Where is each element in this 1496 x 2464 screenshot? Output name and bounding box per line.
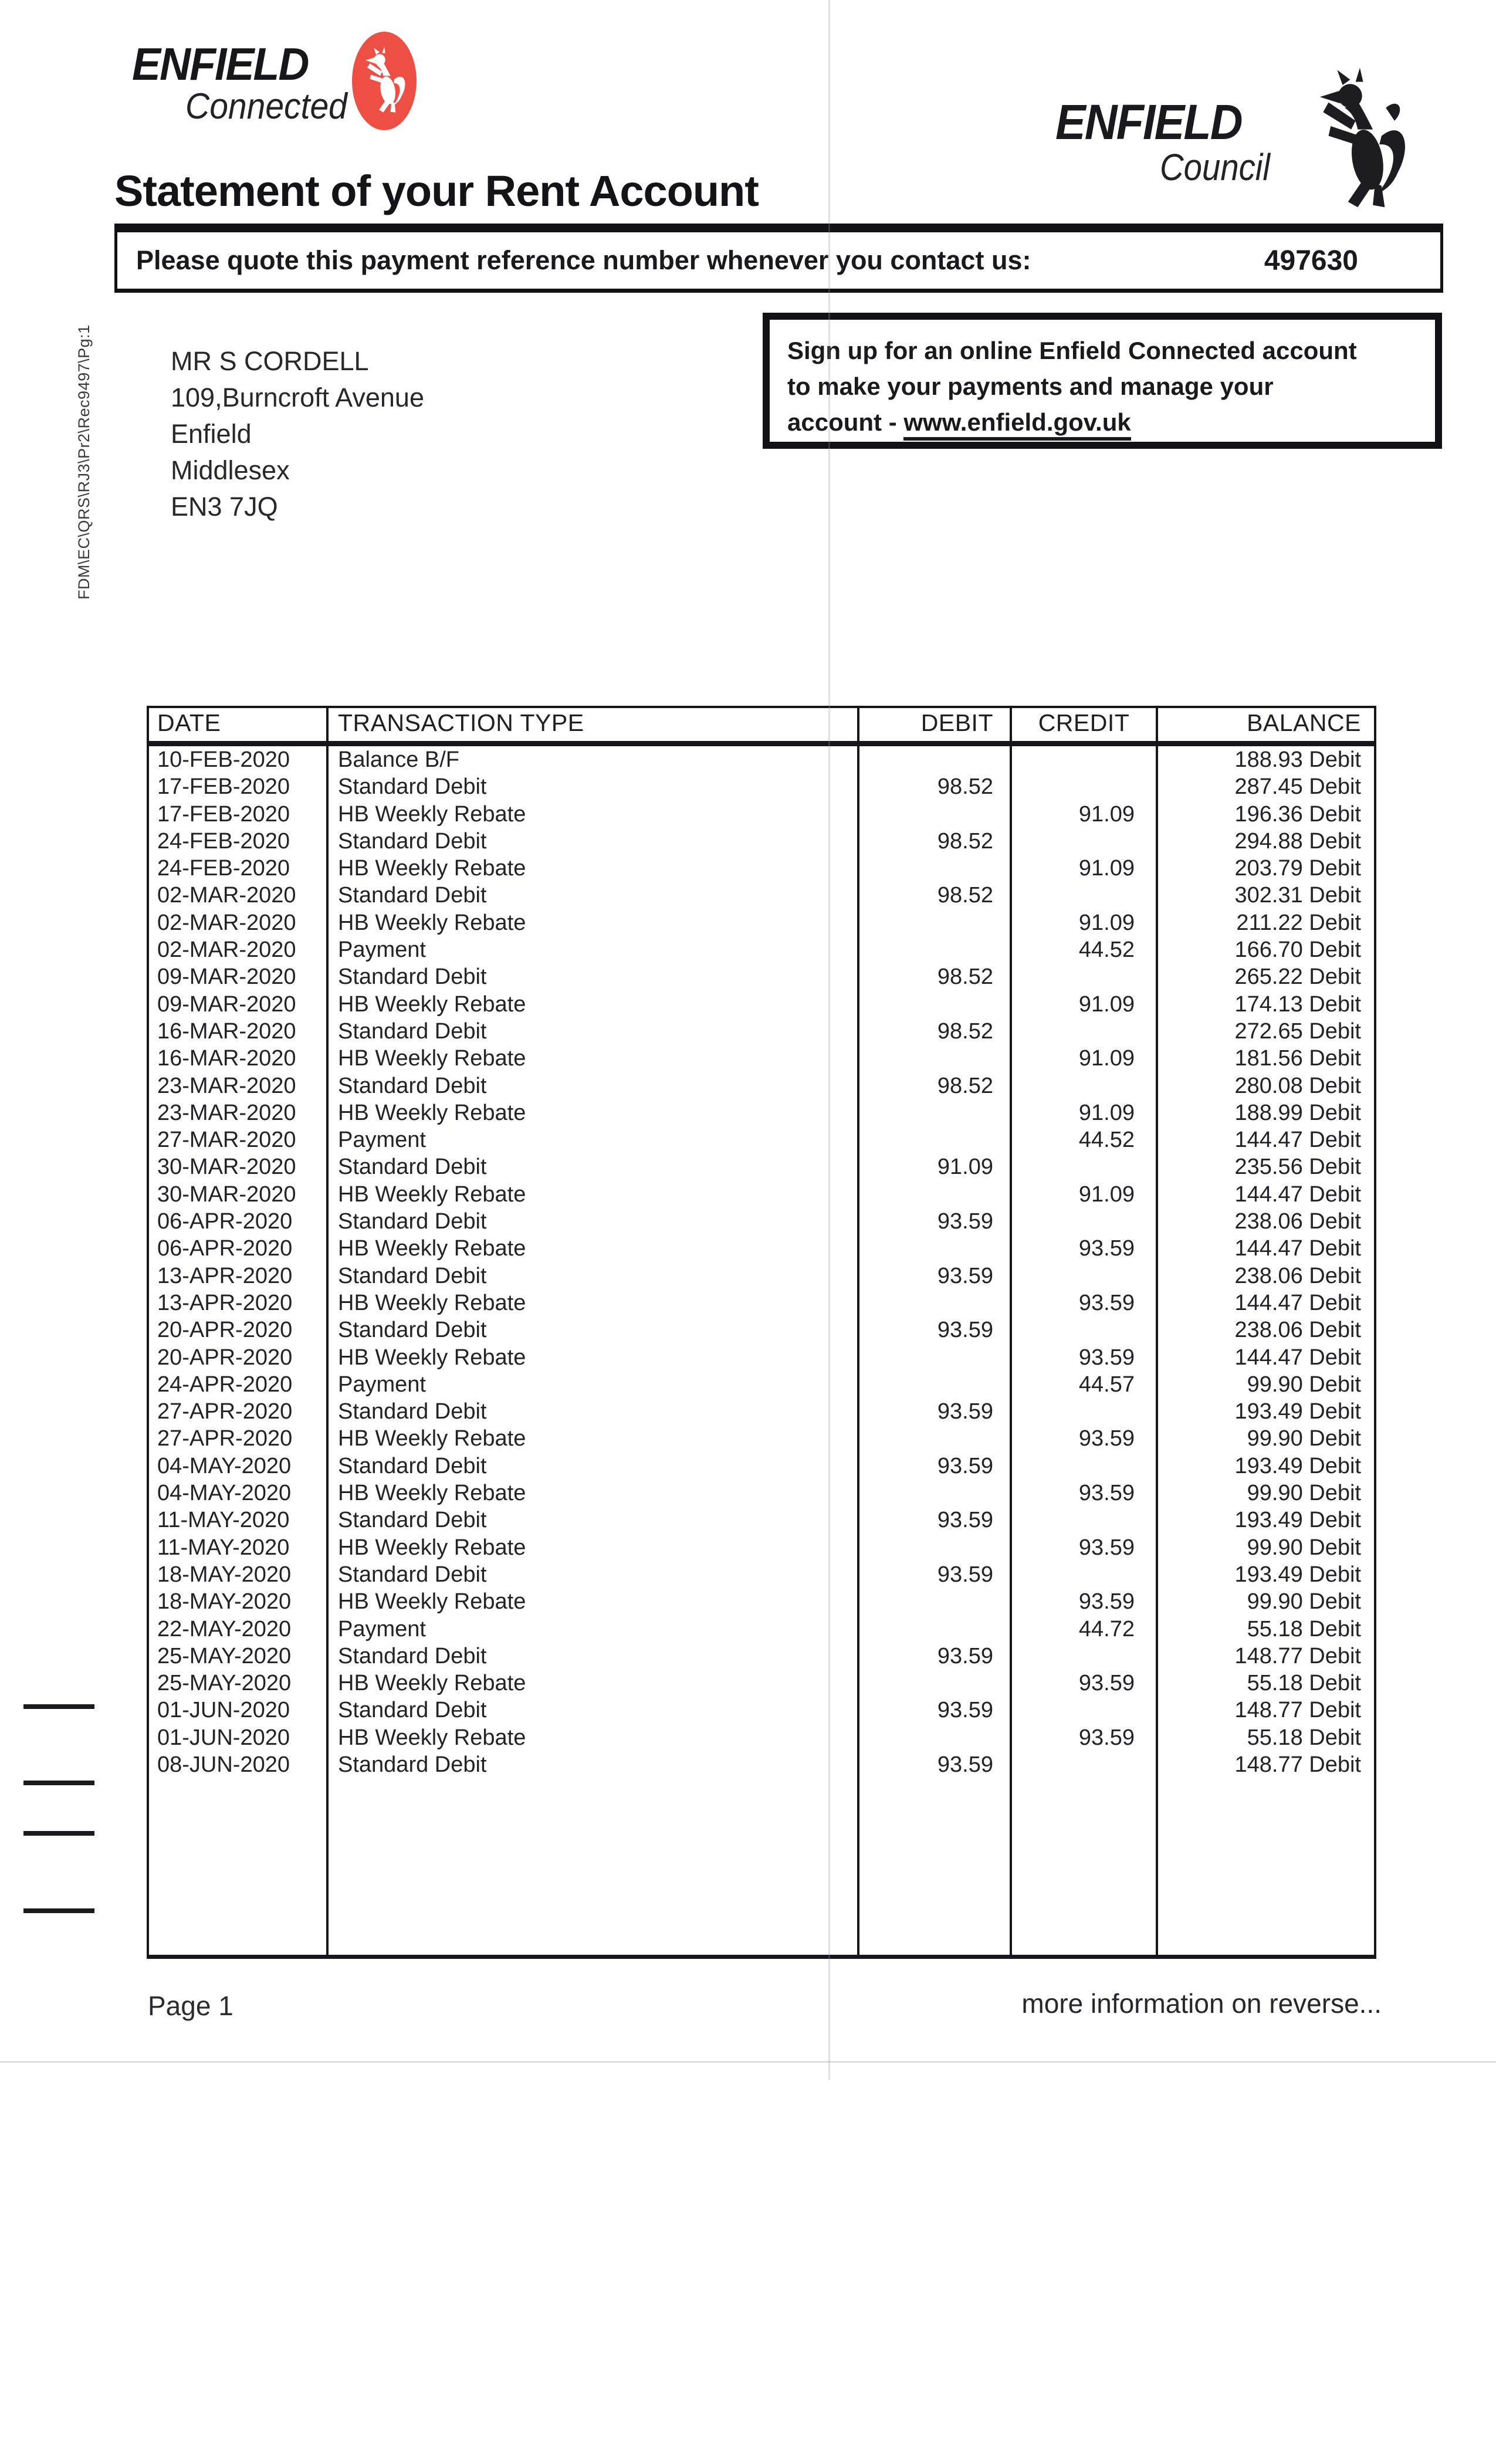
cell-transaction-type: HB Weekly Rebate: [326, 1235, 857, 1262]
cell-credit: 44.52: [1010, 936, 1156, 963]
cell-date: 27-APR-2020: [157, 1399, 293, 1424]
cell-date: 04-MAY-2020: [157, 1453, 292, 1478]
cell-debit: [857, 1371, 1010, 1398]
cell-date: 24-FEB-2020: [157, 856, 290, 881]
cell-credit: [1010, 1643, 1156, 1670]
table-row: [149, 1181, 1374, 1208]
cell-date: 20-APR-2020: [157, 1345, 293, 1370]
cell-balance: 203.79 Debit: [1156, 855, 1379, 882]
cell-date: 02-MAR-2020: [157, 883, 296, 908]
cell-balance: 238.06 Debit: [1156, 1263, 1379, 1289]
cell-credit: 93.59: [1010, 1724, 1156, 1751]
cell-transaction-type: Standard Debit: [326, 1018, 857, 1045]
cell-transaction-type: HB Weekly Rebate: [326, 1099, 857, 1126]
cell-balance: 144.47 Debit: [1156, 1289, 1379, 1316]
signup-text-prefix: account -: [787, 408, 904, 436]
cell-date: 17-FEB-2020: [157, 774, 290, 800]
cell-debit: [857, 936, 1010, 963]
cell-transaction-type: HB Weekly Rebate: [326, 1480, 857, 1507]
table-row: [149, 1751, 1374, 1778]
cell-balance: 99.90 Debit: [1156, 1534, 1379, 1561]
cell-transaction-type: Standard Debit: [326, 1643, 857, 1670]
cell-date: 11-MAY-2020: [157, 1535, 290, 1560]
table-row: [149, 1534, 1374, 1561]
cell-debit: 98.52: [857, 828, 1010, 855]
cell-date: 18-MAY-2020: [157, 1562, 292, 1587]
cell-credit: 93.59: [1010, 1344, 1156, 1371]
table-row: [149, 1425, 1374, 1452]
table-row: [149, 1561, 1374, 1588]
cell-debit: [857, 1344, 1010, 1371]
cell-transaction-type: Balance B/F: [326, 746, 857, 773]
cell-credit: [1010, 882, 1156, 909]
payment-reference-box: [114, 224, 1443, 293]
table-row: [149, 1263, 1374, 1289]
cell-debit: 98.52: [857, 963, 1010, 990]
table-row: [149, 855, 1374, 882]
cell-credit: 91.09: [1010, 909, 1156, 936]
cell-balance: 99.90 Debit: [1156, 1480, 1379, 1507]
cell-debit: [857, 1724, 1010, 1751]
cell-transaction-type: Standard Debit: [326, 1072, 857, 1099]
cell-transaction-type: Payment: [326, 1126, 857, 1153]
cell-debit: [857, 1480, 1010, 1507]
cell-balance: 144.47 Debit: [1156, 1235, 1379, 1262]
cell-date: 13-APR-2020: [157, 1263, 293, 1288]
cell-balance: 280.08 Debit: [1156, 1072, 1379, 1099]
signup-text-line3: [787, 404, 1417, 440]
reverse-note: more information on reverse...: [1021, 1988, 1382, 2019]
cell-date: 25-MAY-2020: [157, 1671, 292, 1696]
table-row: [149, 1616, 1374, 1643]
cell-transaction-type: Standard Debit: [326, 963, 857, 990]
cell-credit: [1010, 1018, 1156, 1045]
cell-balance: 144.47 Debit: [1156, 1344, 1379, 1371]
cell-balance: 193.49 Debit: [1156, 1398, 1379, 1425]
cell-balance: 148.77 Debit: [1156, 1751, 1379, 1778]
cell-date: 24-APR-2020: [157, 1372, 293, 1397]
cell-debit: 93.59: [857, 1507, 1010, 1534]
table-row: [149, 1480, 1374, 1507]
cell-transaction-type: Standard Debit: [326, 1561, 857, 1588]
cell-credit: [1010, 828, 1156, 855]
cell-date: 09-MAR-2020: [157, 991, 296, 1017]
cell-date: 08-JUN-2020: [157, 1752, 290, 1777]
cell-balance: 188.93 Debit: [1156, 746, 1379, 773]
cell-credit: 44.72: [1010, 1616, 1156, 1643]
cell-debit: [857, 1099, 1010, 1126]
cell-debit: [857, 746, 1010, 773]
table-row: [149, 1453, 1374, 1480]
cell-debit: 93.59: [857, 1398, 1010, 1425]
cell-transaction-type: HB Weekly Rebate: [326, 1588, 857, 1615]
mail-sort-bar: [23, 1704, 94, 1709]
cell-debit: [857, 1425, 1010, 1452]
cell-balance: 196.36 Debit: [1156, 801, 1379, 828]
cell-debit: 93.59: [857, 1316, 1010, 1343]
table-row: [149, 1670, 1374, 1697]
cell-balance: 99.90 Debit: [1156, 1588, 1379, 1615]
cell-credit: 93.59: [1010, 1289, 1156, 1316]
cell-transaction-type: Standard Debit: [326, 773, 857, 800]
cell-debit: 93.59: [857, 1697, 1010, 1724]
cell-debit: [857, 1616, 1010, 1643]
cell-transaction-type: Standard Debit: [326, 1208, 857, 1235]
cell-credit: 93.59: [1010, 1534, 1156, 1561]
table-row: [149, 1643, 1374, 1670]
cell-credit: [1010, 1153, 1156, 1180]
cell-transaction-type: HB Weekly Rebate: [326, 1425, 857, 1452]
cell-credit: [1010, 1751, 1156, 1778]
cell-credit: [1010, 1263, 1156, 1289]
cell-date: 06-APR-2020: [157, 1236, 293, 1261]
table-rows: [149, 746, 1374, 1778]
cell-debit: [857, 1534, 1010, 1561]
cell-balance: 238.06 Debit: [1156, 1316, 1379, 1343]
page-number: Page 1: [148, 1991, 233, 2021]
table-row: [149, 1316, 1374, 1343]
cell-transaction-type: HB Weekly Rebate: [326, 1534, 857, 1561]
page-title: Statement of your Rent Account: [114, 167, 759, 215]
cell-debit: [857, 1289, 1010, 1316]
cell-transaction-type: HB Weekly Rebate: [326, 1289, 857, 1316]
cell-transaction-type: HB Weekly Rebate: [326, 1670, 857, 1697]
cell-transaction-type: HB Weekly Rebate: [326, 801, 857, 828]
cell-transaction-type: HB Weekly Rebate: [326, 1181, 857, 1208]
cell-credit: 44.57: [1010, 1371, 1156, 1398]
cell-balance: 193.49 Debit: [1156, 1453, 1379, 1480]
cell-date: 16-MAR-2020: [157, 1018, 296, 1044]
connected-logo-wordmark: ENFIELD: [132, 38, 309, 90]
cell-date: 23-MAR-2020: [157, 1073, 296, 1098]
cell-date: 27-APR-2020: [157, 1426, 293, 1451]
cell-credit: 93.59: [1010, 1588, 1156, 1615]
table-row: [149, 773, 1374, 800]
cell-date: 30-MAR-2020: [157, 1155, 296, 1180]
cell-transaction-type: HB Weekly Rebate: [326, 909, 857, 936]
cell-date: 23-MAR-2020: [157, 1100, 296, 1125]
signup-text-line1: Sign up for an online Enfield Connected account: [787, 337, 1357, 364]
cell-date: 24-FEB-2020: [157, 828, 290, 854]
table-row: [149, 1371, 1374, 1398]
cell-credit: 93.59: [1010, 1670, 1156, 1697]
table-row: [149, 963, 1374, 990]
cell-debit: [857, 1181, 1010, 1208]
council-logo-wordmark: ENFIELD: [1055, 94, 1242, 150]
cell-date: 01-JUN-2020: [157, 1698, 290, 1723]
cell-credit: 91.09: [1010, 801, 1156, 828]
rent-account-table: [147, 706, 1376, 1959]
cell-credit: 44.52: [1010, 1126, 1156, 1153]
cell-date: 02-MAR-2020: [157, 910, 296, 935]
cell-debit: 93.59: [857, 1751, 1010, 1778]
table-row: [149, 1344, 1374, 1371]
table-row: [149, 909, 1374, 936]
column-header-balance: BALANCE: [1156, 708, 1379, 741]
cell-date: 09-MAR-2020: [157, 964, 296, 990]
enfield-beast-black-icon: [1298, 65, 1421, 219]
cell-debit: 98.52: [857, 882, 1010, 909]
recipient-street: 109,Burncroft Avenue: [171, 383, 424, 412]
cell-date: 16-MAR-2020: [157, 1046, 296, 1071]
cell-transaction-type: Standard Debit: [326, 1153, 857, 1180]
cell-transaction-type: Standard Debit: [326, 1316, 857, 1343]
table-row: [149, 1208, 1374, 1235]
cell-credit: 93.59: [1010, 1235, 1156, 1262]
cell-date: 04-MAY-2020: [157, 1481, 292, 1506]
cell-balance: 166.70 Debit: [1156, 936, 1379, 963]
connected-logo-subtitle: Connected: [185, 86, 347, 127]
cell-debit: [857, 1126, 1010, 1153]
cell-debit: 93.59: [857, 1208, 1010, 1235]
cell-debit: 93.59: [857, 1643, 1010, 1670]
payment-reference-number: 497630: [1264, 245, 1358, 276]
cell-date: 20-APR-2020: [157, 1318, 293, 1343]
cell-credit: [1010, 1316, 1156, 1343]
cell-date: 30-MAR-2020: [157, 1182, 296, 1207]
cell-credit: [1010, 1398, 1156, 1425]
table-empty-filler: [149, 1778, 1374, 1955]
table-header-row: [149, 708, 1374, 746]
cell-transaction-type: HB Weekly Rebate: [326, 1344, 857, 1371]
table-row: [149, 1235, 1374, 1262]
table-row: [149, 1507, 1374, 1534]
cell-balance: 238.06 Debit: [1156, 1208, 1379, 1235]
cell-transaction-type: Standard Debit: [326, 1507, 857, 1534]
cell-credit: 93.59: [1010, 1425, 1156, 1452]
cell-credit: [1010, 1561, 1156, 1588]
table-row: [149, 828, 1374, 855]
cell-balance: 193.49 Debit: [1156, 1561, 1379, 1588]
cell-balance: 99.90 Debit: [1156, 1425, 1379, 1452]
cell-debit: 93.59: [857, 1263, 1010, 1289]
cell-transaction-type: Standard Debit: [326, 1263, 857, 1289]
cell-balance: 181.56 Debit: [1156, 1045, 1379, 1072]
cell-transaction-type: Standard Debit: [326, 1697, 857, 1724]
table-row: [149, 882, 1374, 909]
table-row: [149, 936, 1374, 963]
cell-date: 18-MAY-2020: [157, 1589, 292, 1615]
cell-credit: [1010, 1453, 1156, 1480]
cell-date: 01-JUN-2020: [157, 1725, 290, 1750]
cell-debit: [857, 1235, 1010, 1262]
cell-date: 06-APR-2020: [157, 1209, 293, 1234]
table-row: [149, 1126, 1374, 1153]
cell-date: 25-MAY-2020: [157, 1643, 292, 1668]
cell-date: 10-FEB-2020: [157, 747, 290, 772]
cell-balance: 55.18 Debit: [1156, 1670, 1379, 1697]
cell-debit: [857, 1045, 1010, 1072]
cell-credit: [1010, 1507, 1156, 1534]
cell-transaction-type: HB Weekly Rebate: [326, 1724, 857, 1751]
cell-date: 13-APR-2020: [157, 1290, 293, 1315]
table-row: [149, 1045, 1374, 1072]
column-header-date: DATE: [157, 709, 221, 736]
cell-credit: [1010, 746, 1156, 773]
scan-streak-vertical: [828, 0, 830, 2080]
cell-transaction-type: Payment: [326, 936, 857, 963]
cell-date: 11-MAY-2020: [157, 1508, 290, 1533]
cell-balance: 211.22 Debit: [1156, 909, 1379, 936]
signup-url-link: www.enfield.gov.uk: [903, 408, 1131, 441]
margin-processing-code: FDM\EC\QRS\RJ3\Pr2\Rec9497\Pg:1: [75, 324, 93, 600]
cell-date: 22-MAY-2020: [157, 1616, 292, 1641]
cell-balance: 55.18 Debit: [1156, 1616, 1379, 1643]
recipient-county: Middlesex: [171, 455, 290, 485]
cell-balance: 99.90 Debit: [1156, 1371, 1379, 1398]
cell-debit: [857, 1670, 1010, 1697]
cell-debit: [857, 909, 1010, 936]
cell-credit: 91.09: [1010, 1099, 1156, 1126]
mail-sort-bar: [23, 1831, 94, 1836]
cell-balance: 148.77 Debit: [1156, 1643, 1379, 1670]
cell-debit: 91.09: [857, 1153, 1010, 1180]
table-row: [149, 1018, 1374, 1045]
table-row: [149, 991, 1374, 1018]
cell-date: 02-MAR-2020: [157, 937, 296, 963]
enfield-beast-icon: [358, 45, 410, 117]
table-row: [149, 1398, 1374, 1425]
cell-balance: 144.47 Debit: [1156, 1181, 1379, 1208]
cell-balance: 287.45 Debit: [1156, 773, 1379, 800]
cell-transaction-type: Standard Debit: [326, 1751, 857, 1778]
cell-transaction-type: HB Weekly Rebate: [326, 1045, 857, 1072]
cell-balance: 265.22 Debit: [1156, 963, 1379, 990]
column-header-debit: DEBIT: [857, 708, 1010, 741]
cell-transaction-type: Standard Debit: [326, 882, 857, 909]
cell-balance: 294.88 Debit: [1156, 828, 1379, 855]
recipient-postcode: EN3 7JQ: [171, 492, 278, 522]
cell-credit: [1010, 773, 1156, 800]
scan-streak-horizontal: [0, 2061, 1496, 2063]
table-row: [149, 1697, 1374, 1724]
cell-credit: [1010, 1072, 1156, 1099]
enfield-beast-red-badge-icon: [352, 32, 417, 130]
cell-debit: 98.52: [857, 1018, 1010, 1045]
cell-credit: [1010, 963, 1156, 990]
cell-transaction-type: Standard Debit: [326, 1398, 857, 1425]
table-row: [149, 746, 1374, 773]
cell-credit: [1010, 1208, 1156, 1235]
cell-balance: 193.49 Debit: [1156, 1507, 1379, 1534]
cell-debit: 98.52: [857, 1072, 1010, 1099]
table-row: [149, 1724, 1374, 1751]
cell-credit: [1010, 1697, 1156, 1724]
cell-balance: 188.99 Debit: [1156, 1099, 1379, 1126]
cell-balance: 174.13 Debit: [1156, 991, 1379, 1018]
cell-debit: 93.59: [857, 1561, 1010, 1588]
signup-text-line2: to make your payments and manage your: [787, 373, 1274, 400]
cell-credit: 91.09: [1010, 1045, 1156, 1072]
cell-credit: 91.09: [1010, 1181, 1156, 1208]
cell-transaction-type: Payment: [326, 1371, 857, 1398]
cell-credit: 93.59: [1010, 1480, 1156, 1507]
signup-box: [763, 313, 1442, 449]
table-row: [149, 1072, 1374, 1099]
cell-balance: 302.31 Debit: [1156, 882, 1379, 909]
cell-transaction-type: Payment: [326, 1616, 857, 1643]
mail-sort-bar: [23, 1908, 94, 1913]
cell-debit: 93.59: [857, 1453, 1010, 1480]
cell-credit: 91.09: [1010, 855, 1156, 882]
column-header-type: TRANSACTION TYPE: [326, 708, 857, 741]
table-row: [149, 1588, 1374, 1615]
cell-balance: 55.18 Debit: [1156, 1724, 1379, 1751]
cell-balance: 144.47 Debit: [1156, 1126, 1379, 1153]
payment-reference-label: Please quote this payment reference number whenever you contact us:: [136, 245, 1031, 275]
cell-transaction-type: HB Weekly Rebate: [326, 855, 857, 882]
table-row: [149, 1099, 1374, 1126]
table-row: [149, 1153, 1374, 1180]
cell-debit: [857, 855, 1010, 882]
column-header-credit: CREDIT: [1010, 708, 1156, 741]
table-row: [149, 801, 1374, 828]
mail-sort-bar: [23, 1781, 94, 1785]
table-row: [149, 1289, 1374, 1316]
cell-date: 17-FEB-2020: [157, 801, 290, 827]
cell-debit: [857, 801, 1010, 828]
cell-debit: 98.52: [857, 773, 1010, 800]
cell-debit: [857, 991, 1010, 1018]
recipient-address: [171, 343, 424, 525]
cell-balance: 148.77 Debit: [1156, 1697, 1379, 1724]
cell-transaction-type: HB Weekly Rebate: [326, 991, 857, 1018]
cell-balance: 235.56 Debit: [1156, 1153, 1379, 1180]
cell-date: 27-MAR-2020: [157, 1128, 296, 1153]
recipient-town: Enfield: [171, 419, 252, 449]
cell-transaction-type: Standard Debit: [326, 1453, 857, 1480]
cell-debit: [857, 1588, 1010, 1615]
cell-balance: 272.65 Debit: [1156, 1018, 1379, 1045]
cell-transaction-type: Standard Debit: [326, 828, 857, 855]
recipient-name: MR S CORDELL: [171, 346, 369, 376]
cell-credit: 91.09: [1010, 991, 1156, 1018]
council-logo-subtitle: Council: [1160, 146, 1270, 188]
